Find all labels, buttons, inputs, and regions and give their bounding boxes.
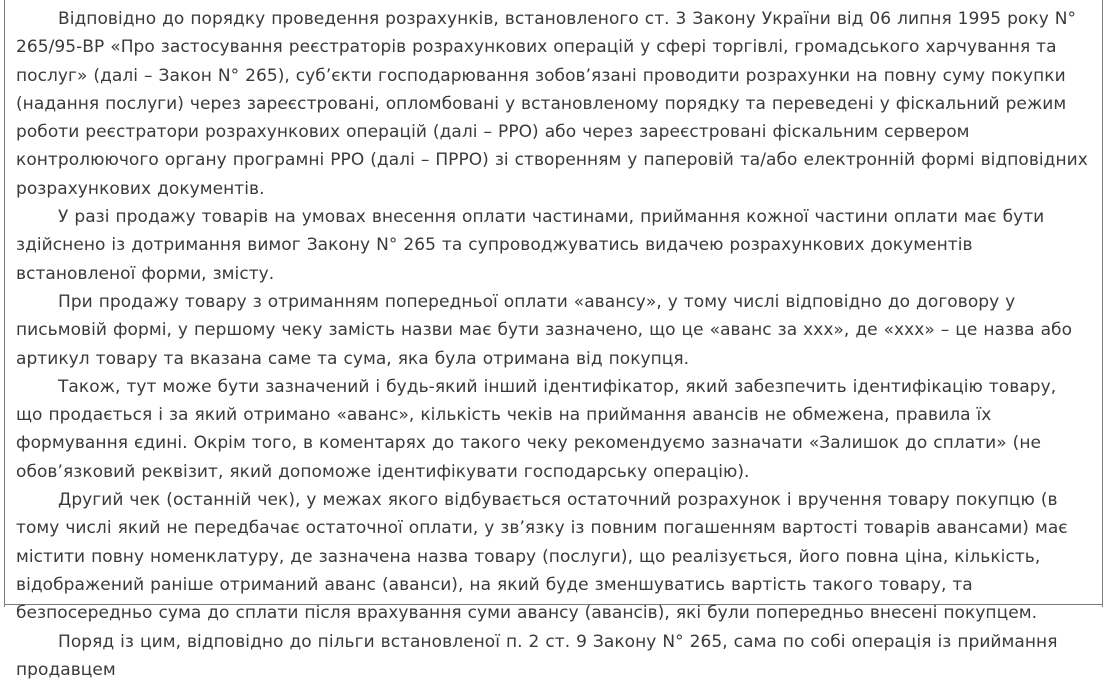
paragraph-4: Також, тут може бути зазначений і будь-який інший ідентифікатор, який забезпечить ідентифікацію товару, що продається і за який отримано «аванс», кількість чеків на приймання авансів не обмежена, правила їх формування єдині. Окрім того, в коментарях до такого чеку рекомендуємо зазначати «Залишок до сплати» (не обов’язковий реквізит, який допоможе ідентифікувати господарську операцію).	[16, 376, 1057, 482]
paragraph-5: Другий чек (останній чек), у межах якого відбувається остаточний розрахунок і вручення товару покупцю (в тому числі який не передбачає остаточної оплати, у зв’язку із повним погашенням вартості товарів авансами) має містити повну номенклатуру, де зазначена назва товару (послуги), що реалізується, його повна ціна, кількість, відображений раніше отриманий аванс (аванси), на який буде зменшуватись вартість такого товару, та безпосередньо сума до сплати після врахування суми авансу (авансів), які були попередньо внесені покупцем.	[16, 490, 1068, 624]
left-border	[4, 0, 5, 607]
paragraph-1: Відповідно до порядку проведення розрахунків, встановленого ст. 3 Закону України від 06 липня 1995 року N° 265/95-ВР «Про застосування реєстраторів розрахункових операцій у сфері торгівлі, громадського харчування та послуг» (далі – Закон N° 265), суб’єкти господарювання зобов’язані проводити розрахунки на повну суму покупки (надання послуги) через зареєстровані, опломбовані у встановленому порядку та переведені у фіскальний режим роботи реєстратори розрахункових операцій (далі – РРО) або через зареєстровані фіскальним сервером контролюючого органу програмні РРО (далі – ПРРО) зі створенням у паперовій та/або електронній формі відповідних розрахункових документів.	[16, 9, 1088, 199]
right-border	[1102, 0, 1103, 607]
paragraph-3: При продажу товару з отриманням попередньої оплати «авансу», у тому числі відповідно до договору у письмовій формі, у першому чеку замість назви має бути зазначено, що це «аванс за ххх», де «ххх» – це назва або артикул товару та вказана саме та сума, яка була отримана від покупця.	[16, 291, 1073, 369]
paragraph-6: Поряд із цим, відповідно до пільги встановленої п. 2 ст. 9 Закону N° 265, сама по собі операція із приймання продавцем	[16, 631, 1058, 680]
paragraph-2: У разі продажу товарів на умовах внесення оплати частинами, приймання кожної частини оплати має бути здійснено із дотримання вимог Закону N° 265 та супроводжуватись видачею розрахункових документів встановленої форми, змісту.	[16, 207, 1045, 284]
document-body	[16, 5, 1088, 684]
